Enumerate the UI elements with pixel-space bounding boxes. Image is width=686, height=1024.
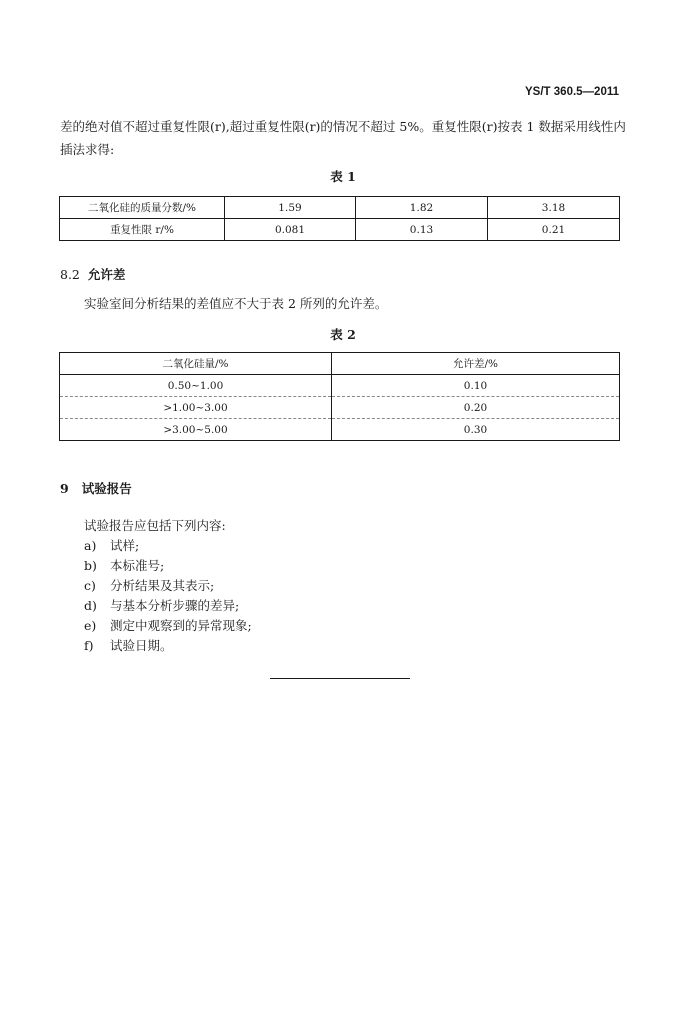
section-9-title: 试验报告 [81, 481, 132, 496]
table1-row [60, 197, 620, 219]
list-item [84, 556, 252, 576]
table2-row [60, 375, 620, 397]
list-item [84, 576, 252, 596]
table1-row-label: 重复性限 r/% [60, 219, 225, 241]
list-item [84, 596, 252, 616]
list-item-text: 测定中观察到的异常现象; [110, 618, 252, 633]
list-item-text: 试验日期。 [110, 638, 173, 653]
list-item-text: 与基本分析步骤的差异; [110, 598, 240, 613]
report-contents [84, 516, 252, 656]
table2-cell: >1.00~3.00 [60, 397, 332, 419]
list-item [84, 536, 252, 556]
table1 [59, 196, 620, 241]
section-9-number: 9 [60, 481, 69, 496]
list-item-letter: a) [84, 538, 97, 553]
table2-cell: 0.20 [332, 397, 620, 419]
table2-header: 二氧化硅量/% [60, 353, 332, 375]
table1-cell: 1.82 [356, 197, 488, 219]
table2-cell: 0.10 [332, 375, 620, 397]
list-item-letter: f) [84, 638, 94, 653]
table1-row-label: 二氧化硅的质量分数/% [60, 197, 225, 219]
list-item-text: 本标准号; [110, 558, 165, 573]
end-rule [270, 678, 410, 679]
intro-paragraph: 差的绝对值不超过重复性限(r),超过重复性限(r)的情况不超过 5%。重复性限(r)按表 1 数据采用线性内插法求得: [60, 119, 626, 157]
list-item [84, 616, 252, 636]
table2 [59, 352, 620, 441]
table2-cell: 0.50~1.00 [60, 375, 332, 397]
section-8-2-body: 实验室间分析结果的差值应不大于表 2 所列的允许差。 [84, 296, 388, 311]
table1-cell: 0.21 [488, 219, 620, 241]
list-item-letter: d) [84, 598, 97, 613]
section-9-heading [60, 479, 132, 497]
table1-row [60, 219, 620, 241]
standard-code: YS/T 360.5—2011 [525, 86, 619, 98]
table2-row [60, 419, 620, 441]
table1-caption: 表 1 [330, 169, 356, 184]
table1-cell: 1.59 [225, 197, 356, 219]
table1-cell: 3.18 [488, 197, 620, 219]
table1-cell: 0.13 [356, 219, 488, 241]
table2-header-row [60, 353, 620, 375]
table2-cell: >3.00~5.00 [60, 419, 332, 441]
section-8-2-number: 8.2 [60, 267, 80, 282]
table2-caption: 表 2 [330, 327, 356, 342]
section-8-2-title: 允许差 [87, 267, 126, 282]
report-intro: 试验报告应包括下列内容: [84, 518, 226, 533]
table2-header: 允许差/% [332, 353, 620, 375]
list-item-letter: e) [84, 618, 97, 633]
list-item-letter: b) [84, 558, 97, 573]
table2-cell: 0.30 [332, 419, 620, 441]
section-8-2-heading [60, 265, 125, 283]
list-item-text: 分析结果及其表示; [110, 578, 215, 593]
table2-row [60, 397, 620, 419]
list-item-text: 试样; [110, 538, 140, 553]
list-item [84, 636, 252, 656]
list-item-letter: c) [84, 578, 96, 593]
table1-cell: 0.081 [225, 219, 356, 241]
